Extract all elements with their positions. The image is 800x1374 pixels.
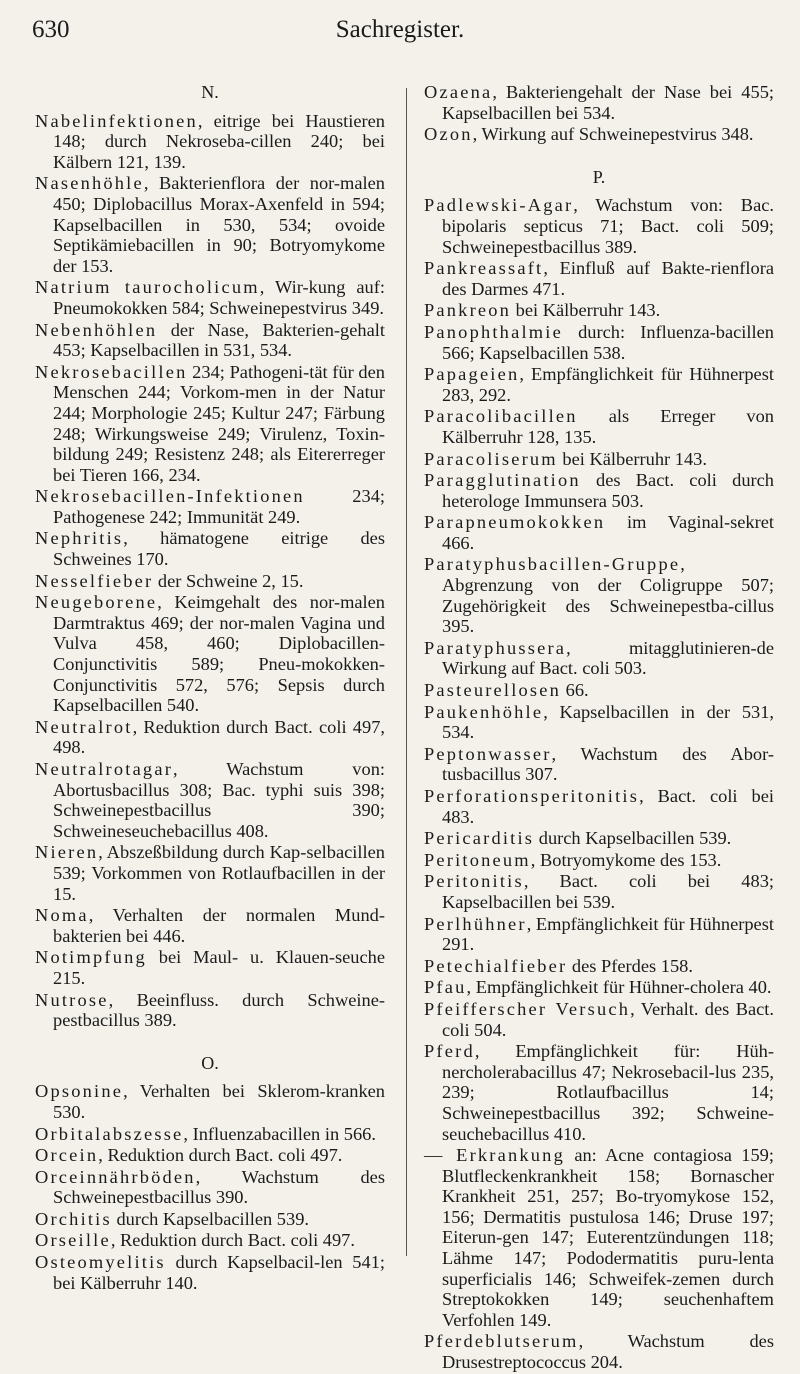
index-term: Orceinnährböden: [35, 1166, 196, 1187]
index-references: , Empfänglichkeit für Hühnerpest 291.: [442, 913, 774, 955]
index-entry: [35, 173, 385, 276]
index-references: , Wachstum von: Bac. bipolaris septicus 71; Bact. coli 509; Schweinepestbacillus 389.: [442, 195, 774, 257]
index-entry: [35, 1167, 385, 1208]
index-entry: [424, 702, 774, 743]
index-entry: [424, 828, 774, 849]
index-term: Natrium taurocholicum: [35, 277, 260, 298]
index-references: , Reduktion durch Bact. coli 497.: [110, 1230, 355, 1251]
index-term: Ozon: [424, 124, 473, 145]
index-references: bei Kälberruhr 143.: [511, 300, 661, 321]
section-letter: P.: [592, 166, 606, 187]
index-term: Nekrosebacillen: [35, 361, 188, 382]
index-references: 234; Pathogeni-tät für den Menschen 244; Vorkom-men in der Natur 244; Morphologie 245; Kultur 247; Färbung 248; Wirkungsweise 249; Virulenz, Toxin-bildung 249; Resistenz 248; als Eitererreger bei Tieren 166, 234.: [53, 361, 385, 485]
index-entry: [424, 364, 774, 405]
index-term: Neutralrotagar: [35, 759, 174, 779]
index-references: , Wir-kung auf: Pneumokokken 584; Schweinepestvirus 349.: [53, 277, 385, 318]
index-entry: [35, 320, 385, 361]
index-references: , Reduktion durch Bact. coli 497, 498.: [53, 716, 385, 758]
index-references: bei Maul- u. Klauen-seuche 215.: [53, 947, 385, 988]
index-term: Perlhühner: [424, 913, 527, 934]
index-term: Paracoliserum: [424, 448, 558, 469]
index-entry: [35, 362, 385, 486]
index-entry: [424, 554, 774, 636]
index-entry: [35, 486, 385, 527]
index-term: Padlewski-Agar: [424, 195, 574, 216]
index-term: Paratyphussera: [424, 637, 567, 658]
index-entry: [424, 850, 774, 871]
index-term: Nutrose: [35, 989, 109, 1010]
section-letter: O.: [201, 1052, 219, 1073]
section-letter: N.: [201, 82, 219, 102]
page-title: Sachregister.: [335, 16, 465, 43]
index-term: Pfau: [424, 977, 467, 998]
index-term: Orbitalabszesse: [35, 1123, 184, 1144]
index-term: Nephritis: [35, 528, 124, 549]
index-entry: [35, 571, 385, 592]
column-divider: [406, 88, 407, 1256]
index-term: Opsonine: [35, 1081, 124, 1102]
index-references: durch: Influenza-bacillen 566; Kapselbacillen 538.: [442, 321, 774, 363]
index-references: , Wachstum von: Abortusbacillus 308; Bac. typhi suis 398; Schweinepestbacillus 390; Schweineseuchebacillus 408.: [53, 759, 385, 841]
index-references: , Empfänglichkeit für Hühner-cholera 40.: [466, 977, 772, 998]
index-term: Neugeborene: [35, 592, 158, 613]
index-entry: [35, 842, 385, 904]
index-term: Notimpfung: [35, 947, 147, 968]
index-references: im Vaginal-sekret 466.: [442, 512, 774, 553]
index-references: der Schweine 2, 15.: [153, 570, 304, 591]
index-entry: [424, 124, 774, 145]
index-references: , Reduktion durch Bact. coli 497.: [98, 1145, 343, 1166]
index-references: , Wirkung auf Schweinepestvirus 348.: [472, 124, 754, 145]
index-references: , Abszeßbildung durch Kap-selbacillen 539; Vorkommen von Rotlaufbacillen in der 15.: [53, 842, 385, 904]
index-references: , Influenzabacillen in 566.: [183, 1123, 376, 1144]
index-references: , hämatogene eitrige des Schweines 170.: [53, 528, 385, 570]
index-entry: [424, 1331, 774, 1372]
index-entry: [424, 322, 774, 363]
index-term: Peritonitis: [424, 871, 524, 892]
index-entry: [424, 914, 774, 955]
index-entry: [35, 277, 385, 318]
index-entry: [424, 638, 774, 679]
index-term: Nabelinfektionen: [35, 110, 198, 131]
index-references: des Pferdes 158.: [567, 955, 693, 976]
index-entry: [424, 82, 774, 123]
index-term: Papageien: [424, 364, 520, 385]
page-number: 630: [32, 16, 70, 43]
index-term: — Erkrankung: [424, 1145, 565, 1166]
index-references: , Empfänglichkeit für Hühnerpest 283, 292.: [442, 364, 774, 405]
index-references: , Bakteriengehalt der Nase bei 455; Kapselbacillen bei 534.: [442, 82, 774, 123]
index-term: Nasenhöhle: [35, 173, 144, 194]
index-entry: [424, 512, 774, 553]
index-term: Nekrosebacillen-Infektionen: [35, 486, 305, 507]
index-entry: [424, 977, 774, 998]
index-references: , Verhalten der normalen Mund-bakterien bei 446.: [53, 905, 385, 946]
index-references: , Einfluß auf Bakte-rienflora des Darmes 471.: [442, 258, 774, 299]
index-term: Paukenhöhle: [424, 701, 544, 722]
index-entry: [35, 759, 385, 841]
index-references: , Botryomykome des 153.: [530, 849, 722, 870]
index-term: Pfeifferscher Versuch: [424, 998, 631, 1019]
index-term: Pankreon: [424, 300, 512, 321]
index-references: als Erreger von Kälberruhr 128, 135.: [442, 406, 774, 447]
index-term: Pankreassaft: [424, 258, 544, 279]
index-entry: [424, 786, 774, 827]
index-references: , eitrige bei Haustieren 148; durch Nekroseba-cillen 240; bei Kälbern 121, 139.: [53, 110, 385, 172]
index-entry: [424, 300, 774, 321]
index-references: , Bact. coli bei 483.: [442, 786, 774, 827]
index-term: Orseille: [35, 1230, 111, 1251]
index-term: Nesselfieber: [35, 570, 154, 591]
index-term: Panophthalmie: [424, 321, 563, 342]
index-entry: [35, 1145, 385, 1166]
index-entry: [424, 258, 774, 299]
right-column: [424, 82, 774, 1374]
index-term: Petechialfieber: [424, 955, 568, 976]
index-term: Ozaena: [424, 82, 493, 102]
index-term: Noma: [35, 905, 89, 926]
index-references: durch Kapselbacillen 539.: [534, 828, 732, 849]
index-term: Pericarditis: [424, 828, 535, 849]
index-references: , Empfänglichkeit für: Hüh-nercholerabacillus 47; Nekrosebacil-lus 235, 239; Rotlaufbacillus 14; Schweinepestbacillus 392; Schweine-seuchebacillus 410.: [442, 1041, 774, 1144]
index-references: 66.: [561, 680, 589, 701]
index-references: , Wachstum des Schweinepestbacillus 390.: [53, 1166, 385, 1208]
index-entry: [424, 470, 774, 511]
index-entry: [424, 406, 774, 447]
index-references: , Verhalten bei Sklerom-kranken 530.: [53, 1081, 385, 1122]
index-term: Parapneumokokken: [424, 512, 606, 533]
index-references: an: Acne contagiosa 159; Blutfleckenkrankheit 158; Bornascher Krankheit 251, 257; Bo-tryomykose 152, 156; Dermatitis pustulosa 146; Druse 197; Eiterun-gen 147; Euterentzündungen 118; Lähme 147; Pododermatitis puru-lenta superficialis 146; Schweifek-zemen durch Streptokokken 149; seuchenhaftem Verfohlen 149.: [442, 1145, 774, 1330]
index-references: , Keimgehalt des nor-malen Darmtraktus 469; der nor-malen Vagina und Vulva 458, 460; Diplobacillen-Conjunctivitis 589; Pneu-mokokken-Conjunctivitis 572, 576; Sepsis durch Kapselbacillen 540.: [53, 592, 385, 716]
index-entry: [424, 744, 774, 785]
index-references: , Bact. coli bei 483; Kapselbacillen bei 539.: [442, 871, 774, 912]
index-references: , Wachstum des Drusestreptococcus 204.: [442, 1331, 774, 1373]
index-references: , Wachstum des Abor-tusbacillus 307.: [442, 743, 774, 785]
index-entry: [424, 449, 774, 470]
index-term: Orchitis: [35, 1208, 112, 1229]
index-term: Neutralrot: [35, 716, 133, 737]
index-entry: [35, 528, 385, 569]
index-references: des Bact. coli durch heterologe Immunsera 503.: [442, 470, 774, 511]
index-references: , mitagglutinieren-de Wirkung auf Bact. coli 503.: [442, 637, 774, 679]
index-term: Peritoneum: [424, 849, 531, 870]
index-references: bei Kälberruhr 143.: [557, 448, 707, 469]
page-header: [32, 16, 768, 56]
index-entry: [35, 592, 385, 716]
index-entry: [35, 1209, 385, 1230]
index-references: , Bakterienflora der nor-malen 450; Diplobacillus Morax-Axenfeld in 594; Kapselbacillen in 530, 534; ovoide Septikämiebacillen in 90; Botryomykome der 153.: [53, 173, 385, 276]
index-references: der Nase, Bakterien-gehalt 453; Kapselbacillen in 531, 534.: [53, 319, 385, 361]
index-term: Nieren: [35, 842, 99, 863]
index-references: durch Kapselbacil-len 541; bei Kälberruhr 140.: [53, 1252, 385, 1293]
index-entry: [35, 905, 385, 946]
index-term: Pferd: [424, 1041, 475, 1062]
index-term: Paragglutination: [424, 470, 581, 491]
index-term: Pferdeblutserum: [424, 1331, 579, 1352]
index-entry: [424, 871, 774, 912]
index-references: , Kapselbacillen in der 531, 534.: [442, 701, 774, 743]
index-references: 234; Pathogenese 242; Immunität 249.: [53, 486, 385, 527]
index-term: Paratyphusbacillen-Gruppe: [424, 554, 681, 575]
index-entry: [35, 1252, 385, 1293]
index-term: Osteomyelitis: [35, 1252, 166, 1273]
index-references: , Verhalt. des Bact. coli 504.: [442, 998, 774, 1040]
index-entry: [35, 1081, 385, 1122]
index-entry: [35, 1124, 385, 1145]
index-entry: [35, 717, 385, 758]
index-entry: [424, 1145, 774, 1330]
index-entry: [35, 947, 385, 988]
index-term: Peptonwasser: [424, 743, 552, 764]
index-entry: [424, 1041, 774, 1144]
index-term: Nebenhöhlen: [35, 319, 158, 340]
index-references: durch Kapselbacillen 539.: [111, 1208, 309, 1229]
index-term: Pasteurellosen: [424, 680, 562, 701]
index-entry: [424, 999, 774, 1040]
index-entry: [424, 195, 774, 257]
index-entry: [35, 111, 385, 173]
index-term: Perforationsperitonitis: [424, 786, 640, 806]
index-entry: [424, 956, 774, 977]
index-entry: [35, 990, 385, 1031]
index-references: , Abgrenzung von der Coligruppe 507; Zugehörigkeit des Schweinepestba-cillus 395.: [442, 554, 774, 637]
index-references: , Beeinfluss. durch Schweine-pestbacillus 389.: [53, 989, 385, 1031]
index-term: Paracolibacillen: [424, 406, 578, 427]
index-term: Orcein: [35, 1145, 99, 1166]
index-entry: [424, 680, 774, 701]
index-entry: [35, 1230, 385, 1251]
left-column: [35, 82, 385, 1294]
